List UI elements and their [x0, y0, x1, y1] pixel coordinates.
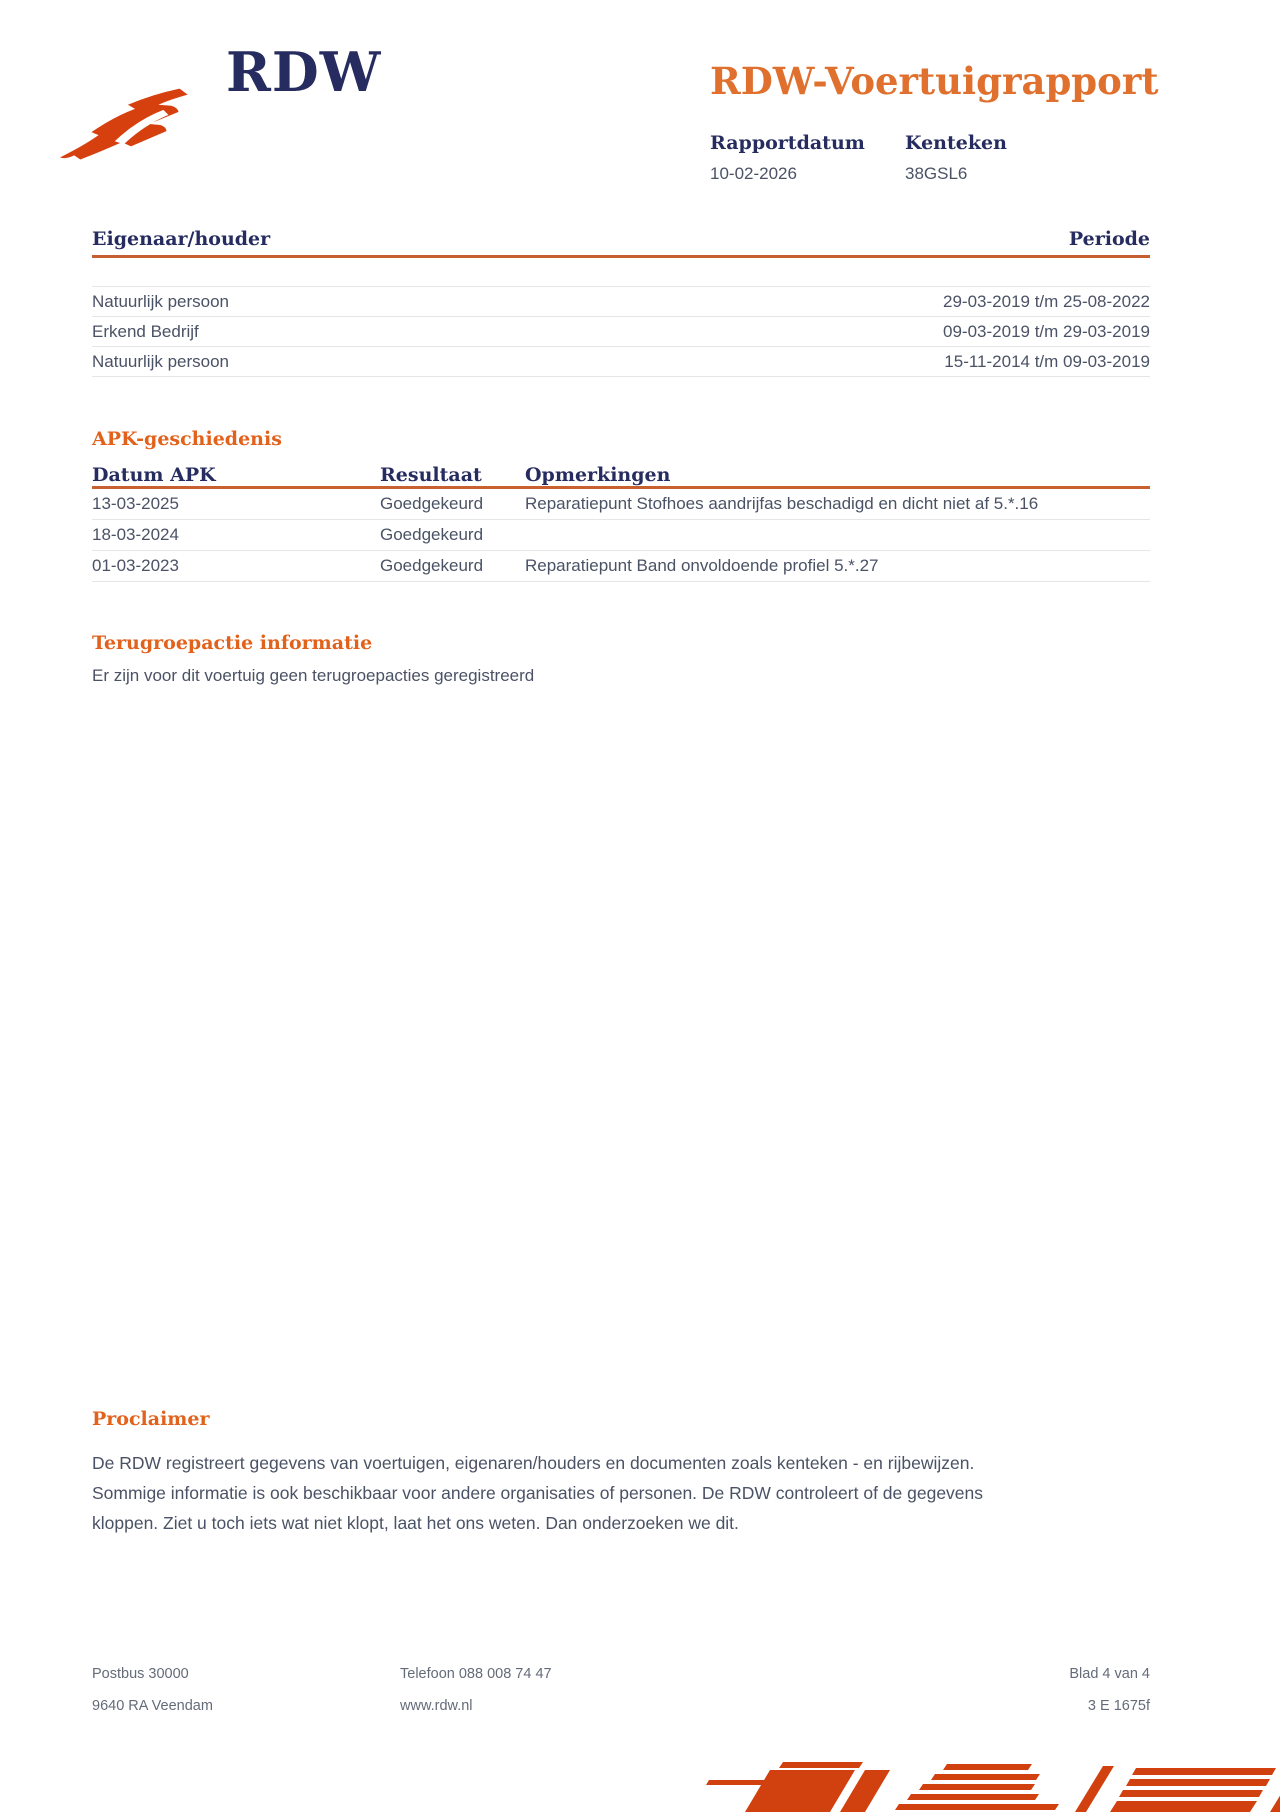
footer-page-number: Blad 4 van 4: [1069, 1666, 1150, 1682]
table-row: [92, 489, 1150, 520]
apk-date: 13-03-2025: [92, 494, 179, 513]
recall-heading: Terugroepactie informatie: [92, 632, 373, 654]
proclaimer-line: kloppen. Ziet u toch iets wat niet klopt, laat het ons weten. Dan onderzoeken we dit.: [92, 1513, 739, 1533]
footer-form-code: 3 E 1675f: [1087, 1698, 1150, 1714]
license-plate-value: 38GSL6: [905, 164, 968, 183]
footer-page-info: [1069, 1666, 1150, 1730]
apk-result: Goedgekeurd: [380, 525, 484, 544]
recall-info-section: [92, 632, 1150, 688]
owner-period: 09-03-2019 t/m 29-03-2019: [943, 321, 1150, 341]
rdw-logo-wordmark: RDW: [226, 40, 382, 104]
table-row: [92, 317, 1150, 347]
license-plate-label: Kenteken: [905, 132, 1007, 154]
recall-text: Er zijn voor dit voertuig geen terugroepacties geregistreerd: [92, 666, 535, 685]
owner-type: Erkend Bedrijf: [92, 321, 199, 341]
apk-date: 01-03-2023: [92, 556, 179, 575]
period-heading: Periode: [1068, 228, 1150, 250]
page-title: RDW-Voertuigrapport: [710, 59, 1159, 103]
footer-address: [92, 1666, 213, 1730]
column-header-remarks: Opmerkingen: [525, 464, 671, 486]
apk-result: Goedgekeurd: [380, 494, 484, 513]
owner-holder-section: [92, 226, 1150, 377]
proclaimer-text: [92, 1448, 1092, 1538]
proclaimer-line: De RDW registreert gegevens van voertuigen, eigenaren/houders en documenten zoals kenteken - en rijbewijzen.: [92, 1453, 975, 1473]
owner-type: Natuurlijk persoon: [92, 291, 230, 311]
owner-period: 29-03-2019 t/m 25-08-2022: [943, 291, 1150, 311]
rdw-feather-icon: [58, 82, 212, 162]
owner-heading: Eigenaar/houder: [92, 228, 271, 250]
column-header-result: Resultaat: [380, 464, 482, 486]
apk-remark: Reparatiepunt Band onvoldoende profiel 5.*.27: [525, 556, 879, 575]
report-date-value: 10-02-2026: [710, 164, 797, 183]
apk-heading: APK-geschiedenis: [92, 428, 282, 450]
orange-rule: [92, 255, 1150, 258]
footer-website: www.rdw.nl: [400, 1698, 473, 1714]
proclaimer-line: Sommige informatie is ook beschikbaar voor andere organisaties of personen. De RDW controleert of de gegevens: [92, 1483, 984, 1503]
footer-contact: [400, 1666, 552, 1730]
proclaimer-heading: Proclaimer: [92, 1408, 210, 1430]
table-row: [92, 347, 1150, 377]
rdw-stripes-graphic: [690, 1760, 1280, 1812]
apk-result: Goedgekeurd: [380, 556, 484, 575]
owner-type: Natuurlijk persoon: [92, 351, 230, 371]
report-date-label: Rapportdatum: [710, 132, 865, 154]
owner-rows: [92, 286, 1150, 377]
table-row: [92, 287, 1150, 317]
apk-date: 18-03-2024: [92, 525, 179, 544]
footer-po-box: Postbus 30000: [92, 1666, 189, 1682]
footer-city: 9640 RA Veendam: [92, 1698, 213, 1714]
apk-rows: [92, 489, 1150, 582]
owner-section-header: [92, 226, 1150, 252]
table-row: [92, 520, 1150, 551]
apk-column-headers: [92, 462, 1150, 484]
proclaimer-section: [92, 1408, 1092, 1538]
footer-phone: Telefoon 088 008 74 47: [400, 1666, 552, 1682]
apk-history-section: [92, 428, 1150, 582]
table-row: [92, 551, 1150, 582]
column-header-date: Datum APK: [92, 464, 216, 486]
apk-remark: Reparatiepunt Stofhoes aandrijfas beschadigd en dicht niet af 5.*.16: [525, 494, 1039, 513]
owner-period: 15-11-2014 t/m 09-03-2019: [944, 351, 1150, 371]
